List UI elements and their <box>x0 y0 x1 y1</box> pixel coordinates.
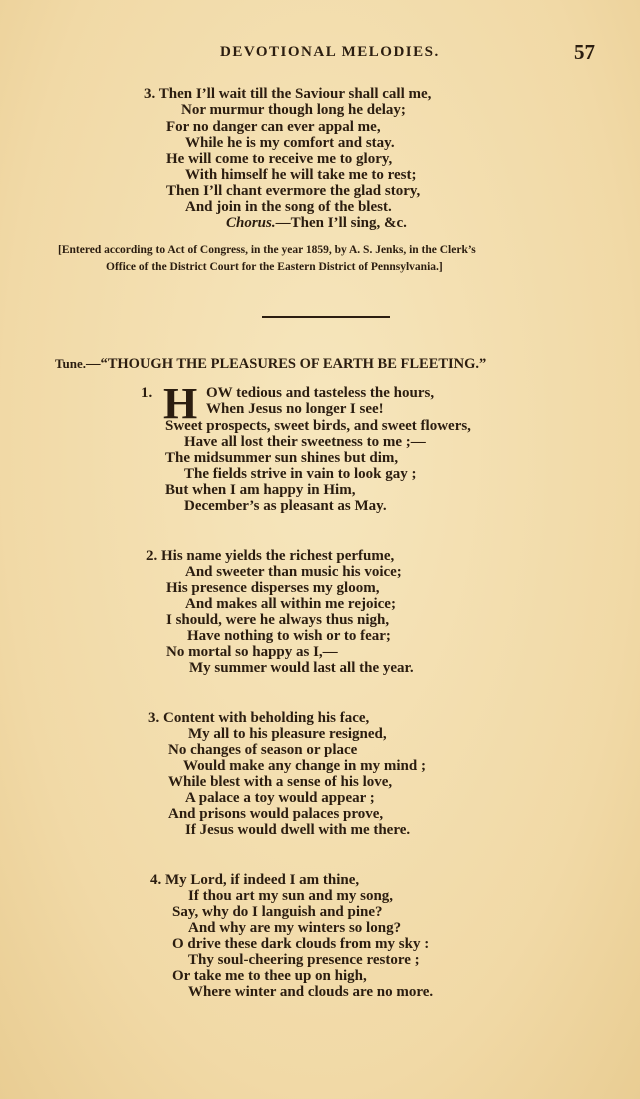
verse-line: Nor murmur though long he delay; <box>181 102 406 118</box>
verse-line: The midsummer sun shines but dim, <box>165 450 399 466</box>
verse-line: While blest with a sense of his love, <box>168 774 393 790</box>
chorus-label: Chorus. <box>226 215 276 231</box>
chorus-line <box>226 215 407 231</box>
verse-line: And makes all within me rejoice; <box>185 596 396 612</box>
verse-line: When Jesus no longer I see! <box>206 401 384 417</box>
verse-line: Or take me to thee up on high, <box>172 968 367 984</box>
verse-line: No changes of season or place <box>168 742 358 758</box>
verse-line: Where winter and clouds are no more. <box>188 984 434 1000</box>
running-title: DEVOTIONAL MELODIES. <box>220 44 440 60</box>
stanza-number: 2. <box>146 548 158 564</box>
tune-heading <box>55 356 486 373</box>
running-head <box>0 42 640 66</box>
verse-line: And prisons would palaces prove, <box>168 806 384 822</box>
verse-line: But when I am happy in Him, <box>165 482 356 498</box>
stanza-number: 1. <box>141 385 153 401</box>
copyright-line-2: Office of the District Court for the Eastern District of Pennsylvania.] <box>106 261 443 273</box>
verse-line: A palace a toy would appear ; <box>185 790 375 806</box>
verse-line: If Jesus would dwell with me there. <box>185 822 411 838</box>
verse-line: And sweeter than music his voice; <box>185 564 402 580</box>
verse-line: And join in the song of the blest. <box>185 199 392 215</box>
verse-line: No mortal so happy as I,— <box>166 644 338 660</box>
verse-line: 3. Content with beholding his face, <box>148 710 370 726</box>
verse-line: December’s as pleasant as May. <box>184 498 387 514</box>
verse-line: 2. His name yields the richest perfume, <box>146 548 395 564</box>
verse-line: My all to his pleasure resigned, <box>188 726 387 742</box>
verse-line: While he is my comfort and stay. <box>185 135 395 151</box>
drop-cap: H <box>163 379 198 428</box>
verse-line: Thy soul-cheering presence restore ; <box>188 952 420 968</box>
verse-line: O drive these dark clouds from my sky : <box>172 936 430 952</box>
verse-line: OW tedious and tasteless the hours, <box>206 385 435 401</box>
stanza-number: 3. <box>144 86 156 102</box>
stanza-number: 3. <box>148 710 160 726</box>
verse-line: He will come to receive me to glory, <box>166 151 393 167</box>
verse-line: Say, why do I languish and pine? <box>172 904 383 920</box>
page-number: 57 <box>574 40 595 64</box>
chorus-text: —Then I’ll sing, &c. <box>275 215 407 231</box>
verse-line: Would make any change in my mind ; <box>183 758 426 774</box>
stanza-number: 4. <box>150 872 162 888</box>
verse-line: Have nothing to wish or to fear; <box>187 628 391 644</box>
verse-line: 3. Then I’ll wait till the Saviour shall call me, <box>144 86 432 102</box>
verse-line: Sweet prospects, sweet birds, and sweet flowers, <box>165 418 471 434</box>
verse-line: Have all lost their sweetness to me ;— <box>184 434 426 450</box>
verse-line: My summer would last all the year. <box>189 660 414 676</box>
verse-line: With himself he will take me to rest; <box>185 167 417 183</box>
verse-line: I should, were he always thus nigh, <box>166 612 390 628</box>
tune-title: —“THOUGH THE PLEASURES OF EARTH BE FLEETING.” <box>85 356 487 372</box>
verse-line: And why are my winters so long? <box>188 920 402 936</box>
verse-line: For no danger can ever appal me, <box>166 119 381 135</box>
tune-label: Tune. <box>55 356 86 371</box>
copyright-line-1: [Entered according to Act of Congress, in the year 1859, by A. S. Jenks, in the Clerk’s <box>58 244 476 256</box>
verse-line: Then I’ll chant evermore the glad story, <box>166 183 421 199</box>
verse-line: His presence disperses my gloom, <box>166 580 380 596</box>
section-divider <box>262 316 390 318</box>
verse-line: The fields strive in vain to look gay ; <box>184 466 417 482</box>
verse-line: If thou art my sun and my song, <box>188 888 394 904</box>
verse-line: 4. My Lord, if indeed I am thine, <box>150 872 360 888</box>
